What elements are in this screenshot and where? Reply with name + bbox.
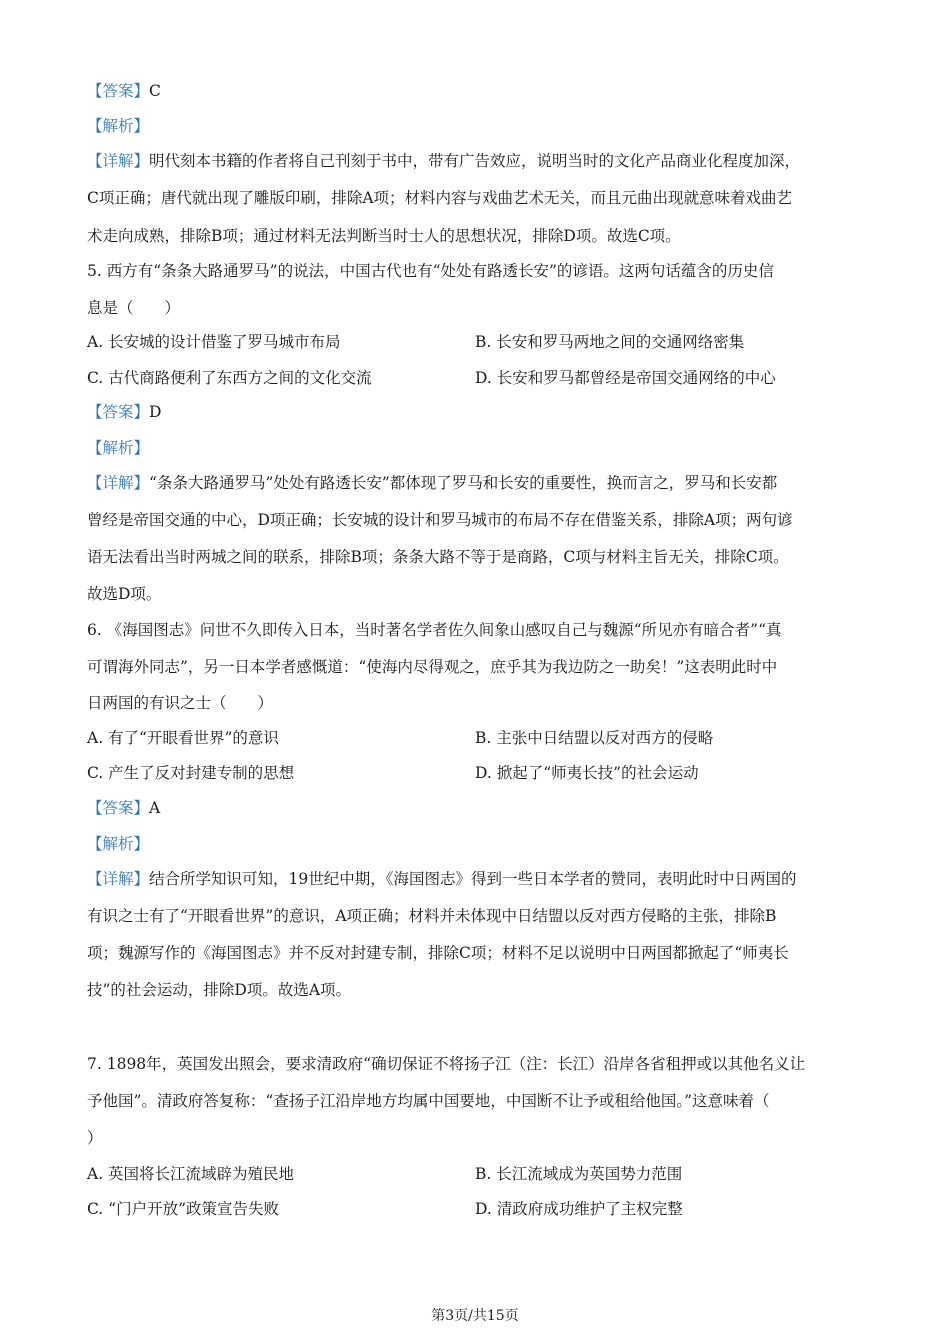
- q7-option-c: C. “门户开放”政策宣告失败: [87, 1200, 280, 1218]
- page-number: 第3页/共15页: [431, 1308, 519, 1324]
- q6-stem-line-3: 日两国的有识之士（ ）: [87, 694, 274, 712]
- q5-stem-line-1: 5. 西方有“条条大路通罗马”的说法，中国古代也有“处处有路透长安”的谚语。这两句话蕴含的历史信: [87, 262, 774, 280]
- q5-detail-line-4: 故选D项。: [87, 585, 162, 603]
- q5-detail-line-1: [87, 472, 862, 494]
- q6-detail-line-1: [87, 868, 862, 890]
- answer-tag: 【答案】: [87, 82, 150, 100]
- analysis-tag: 【解析】: [87, 835, 150, 853]
- q4-analysis-tag: [87, 115, 862, 137]
- q7-option-a: A. 英国将长江流域辟为殖民地: [87, 1165, 295, 1183]
- q7-option-b: B. 长江流域成为英国势力范围: [475, 1165, 683, 1183]
- detail-text: 明代刻本书籍的作者将自己刊刻于书中，带有广告效应，说明当时的文化产品商业化程度加深，: [149, 152, 801, 170]
- detail-text: 结合所学知识可知，19世纪中期，《海国图志》得到一些日本学者的赞同，表明此时中日两国的: [149, 870, 797, 888]
- q6-detail-line-3: 项；魏源写作的《海国图志》并不反对封建专制，排除C项；材料不足以说明中日两国都掀起了“师夷长: [87, 944, 789, 962]
- q5-answer: [87, 401, 862, 423]
- detail-text: “条条大路通罗马”处处有路透长安”都体现了罗马和长安的重要性，换而言之，罗马和长安都: [149, 474, 778, 492]
- q6-option-b: B. 主张中日结盟以反对西方的侵略: [475, 729, 714, 747]
- q6-analysis-tag: [87, 833, 862, 855]
- q6-stem-line-1: 6. 《海国图志》问世不久即传入日本，当时著名学者佐久间象山感叹自己与魏源“所见亦有暗合者”“真: [87, 621, 782, 639]
- analysis-tag: 【解析】: [87, 117, 150, 135]
- q6-answer: [87, 797, 862, 819]
- q4-detail-line-2: C项正确；唐代就出现了雕版印刷，排除A项；材料内容与戏曲艺术无关，而且元曲出现就意味着戏曲艺: [87, 189, 793, 207]
- q6-option-c: C. 产生了反对封建专制的思想: [87, 764, 295, 782]
- q5-detail-line-2: 曾经是帝国交通的中心，D项正确；长安城的设计和罗马城市的布局不存在借鉴关系，排除A项；两句谚: [87, 511, 793, 529]
- answer-tag: 【答案】: [87, 799, 150, 817]
- q5-detail-line-3: 语无法看出当时两城之间的联系，排除B项；条条大路不等于是商路，C项与材料主旨无关，排除C项。: [87, 548, 789, 566]
- q6-option-d: D. 掀起了“师夷长技”的社会运动: [475, 764, 699, 782]
- detail-tag: 【详解】: [87, 152, 150, 170]
- q6-stem-line-2: 可谓海外同志”，另一日本学者感慨道：“使海内尽得观之，庶乎其为我边防之一助矣！”这表明此时中: [87, 658, 778, 676]
- q6-detail-line-2: 有识之士有了“开眼看世界”的意识，A项正确；材料并未体现中日结盟以反对西方侵略的主张，排除B: [87, 907, 777, 925]
- q5-stem-line-2: 息是（ ）: [87, 299, 181, 317]
- q6-option-a: A. 有了“开眼看世界”的意识: [87, 729, 279, 747]
- q5-analysis-tag: [87, 437, 862, 459]
- answer-value: D: [149, 403, 162, 421]
- q7-stem-line-2: 予他国”。清政府答复称：“查扬子江沿岸地方均属中国要地，中国断不让予或租给他国。”这意味着（: [87, 1092, 770, 1110]
- q5-option-b: B. 长安和罗马两地之间的交通网络密集: [475, 333, 745, 351]
- answer-value: A: [149, 799, 161, 817]
- detail-tag: 【详解】: [87, 474, 150, 492]
- q4-answer: [87, 80, 862, 102]
- q7-stem-line-3: ）: [87, 1129, 103, 1147]
- q4-detail-line-1: [87, 150, 862, 172]
- q5-option-c: C. 古代商路便利了东西方之间的文化交流: [87, 369, 372, 387]
- answer-value: C: [149, 82, 161, 100]
- q7-option-d: D. 清政府成功维护了主权完整: [475, 1200, 683, 1218]
- q6-detail-line-4: 技”的社会运动，排除D项。故选A项。: [87, 981, 352, 999]
- q4-detail-line-3: 术走向成熟，排除B项；通过材料无法判断当时士人的思想状况，排除D项。故选C项。: [87, 227, 681, 245]
- detail-tag: 【详解】: [87, 870, 150, 888]
- q5-option-d: D. 长安和罗马都曾经是帝国交通网络的中心: [475, 369, 776, 387]
- q7-stem-line-1: 7. 1898年，英国发出照会，要求清政府“确切保证不将扬子江（注：长江）沿岸各省租押或以其他名义让: [87, 1055, 806, 1073]
- q5-option-a: A. 长安城的设计借鉴了罗马城市布局: [87, 333, 341, 351]
- analysis-tag: 【解析】: [87, 439, 150, 457]
- answer-tag: 【答案】: [87, 403, 150, 421]
